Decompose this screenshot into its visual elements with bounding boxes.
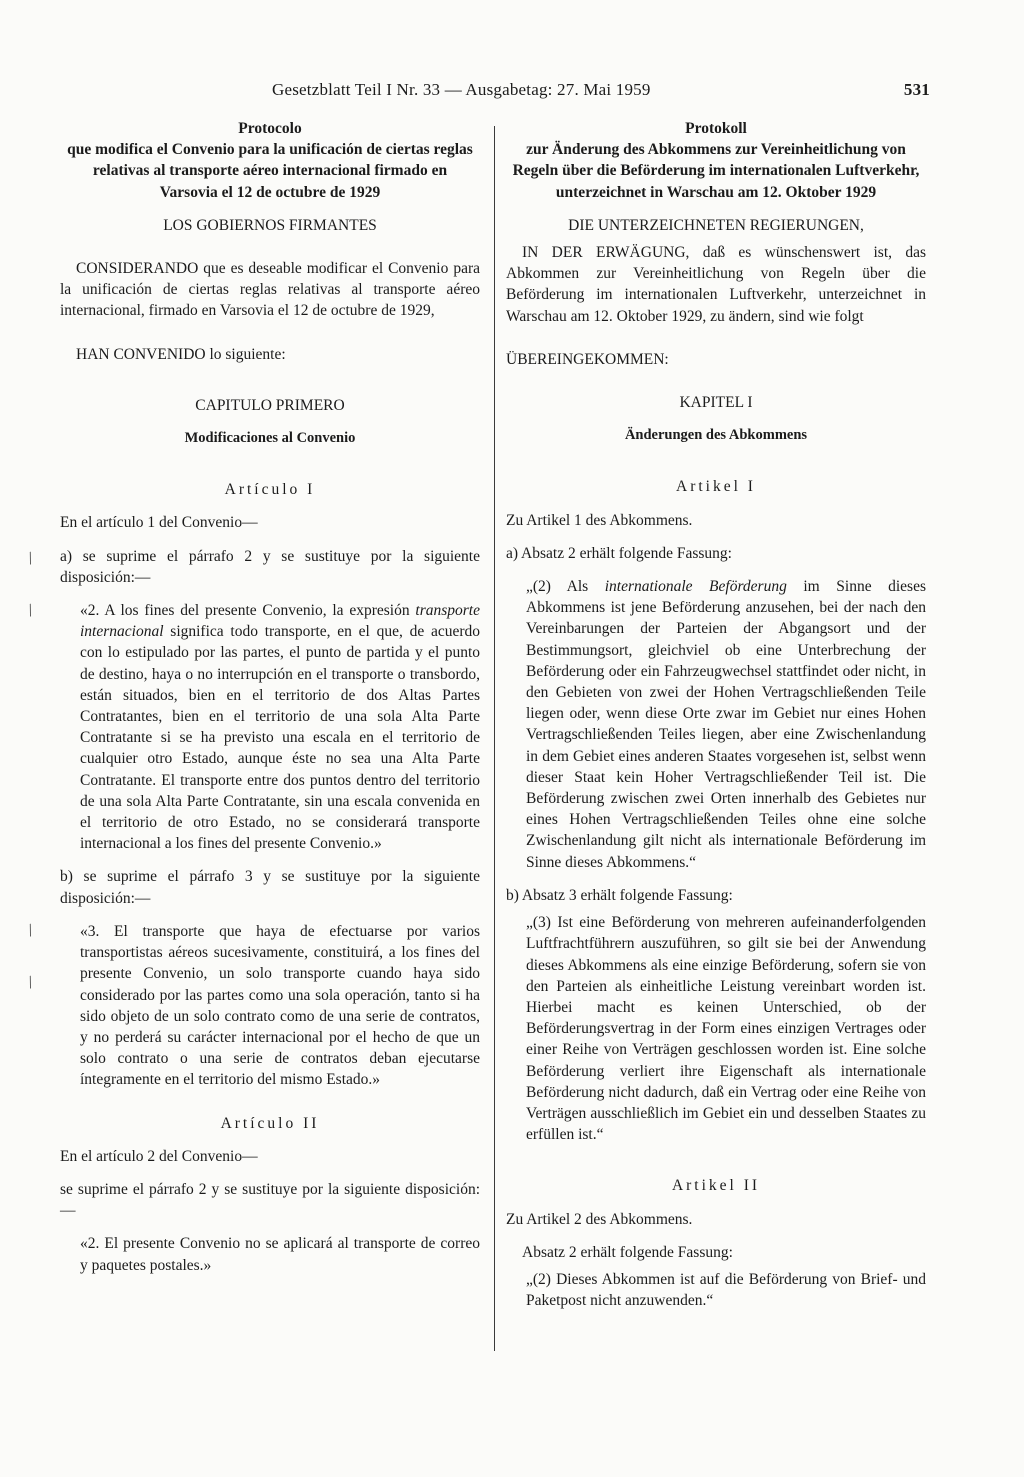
agreed-line: ÜBEREINGEKOMMEN: bbox=[506, 350, 669, 368]
margin-tick-mark: / bbox=[24, 971, 37, 993]
article-1-heading: Artículo I bbox=[224, 481, 316, 499]
article-1-b: b) se suprime el párrafo 3 y se sustituye por la siguiente disposición:— bbox=[60, 868, 480, 907]
german-column bbox=[506, 118, 926, 1311]
agreed-line: HAN CONVENIDO lo siguiente: bbox=[76, 345, 286, 363]
article-1-b-quote: «3. El transporte que haya de efectuarse por varios transportistas aéreos sucesivamente, constituirá, a los fines del presente Convenio, un solo transporte cuando haya sido considerado por las partes como una sola operación, tanto si ha sido objeto de un solo contrato como de una serie de contratos, y no perderá su carácter internacional por el hecho de que un solo contrato o una serie de contratos deban ejecutarse íntegramente en el territorio del mismo Estado.» bbox=[80, 922, 480, 1089]
page-number: 531 bbox=[903, 80, 930, 99]
margin-tick-mark: / bbox=[24, 599, 37, 621]
article-1-b-quote: „(3) Ist eine Beförderung von mehreren aufeinanderfolgenden Luftfrachtführern auszuführen, so gilt sie bei der Anwendung dieses Abkommens als eine einzige Beförderung, sofern sie von den Parteien als einheitliche Leistung vereinbart worden ist. Hierbei macht es keinen Unterschied, ob der Beförderungsvertrag in der Form eines einzigen Vertrages oder einer Reihe von Verträgen geschlossen worden ist. Eine solche Beförderung verliert ihre Eigenschaft als internationale Beförderung nicht dadurch, daß ein Vertrag oder eine Reihe von Verträgen ausschließlich im Gebiet ein und desselben Staates zu erfüllen ist.“ bbox=[526, 914, 926, 1144]
article-2-heading: Artikel II bbox=[671, 1177, 761, 1195]
article-1-intro: En el artículo 1 del Convenio— bbox=[60, 514, 258, 532]
article-1-a: a) se suprime el párrafo 2 y se sustituye por la siguiente disposición:— bbox=[60, 547, 480, 586]
running-header bbox=[60, 80, 930, 104]
margin-tick-mark: / bbox=[24, 919, 37, 941]
article-2-a: se suprime el párrafo 2 y se sustituye por la siguiente disposición:— bbox=[60, 1180, 480, 1220]
parties-line: DIE UNTERZEICHNETEN REGIERUNGEN, bbox=[568, 216, 864, 234]
article-1-a-quote: „(2) Als internationale Beförderung im Sinne dieses Abkommens ist jene Beförderung anzusehen, bei der nach den Vereinbarungen der Parteien der Abgangsort und der Bestimmungsort, gleichviel ob eine Unterbrechung der Beförderung oder ein Fahrzeugwechsel stattfindet oder nicht, in den Gebieten von zwei der Hohen Vertragschließenden Teile liegen oder, wenn diese Orte zwar im Gebiet nur eines Hohen Vertragschließenden Teiles liegen, aber eine Zwischenlandung in dem Gebiet eines anderen Staates vorgesehen ist, selbst wenn dieser Staat kein Hoher Vertragschließender Teil ist. Die Beförderung zwischen zwei Orten innerhalb des Gebietes nur eines Hohen Vertragschließenden Teiles ohne eine solche Zwischenlandung gilt nicht als internationale Beförderung im Sinne dieses Abkommens.“ bbox=[526, 578, 926, 871]
chapter-heading: CAPITULO PRIMERO bbox=[195, 396, 345, 414]
chapter-title: Änderungen des Abkommens bbox=[624, 427, 808, 444]
protocol-heading: Protokoll bbox=[685, 120, 747, 137]
chapter-heading: KAPITEL I bbox=[679, 394, 753, 412]
article-2-a-quote: „(2) Dieses Abkommen ist auf die Beförderung von Brief- und Paketpost nicht anzuwenden.“ bbox=[526, 1270, 926, 1310]
article-2-heading: Artículo II bbox=[220, 1114, 320, 1132]
header-title: Gesetzblatt Teil I Nr. 33 — Ausgabetag: 27. Mai 1959 bbox=[272, 80, 651, 99]
article-1-heading: Artikel I bbox=[676, 478, 756, 496]
protocol-subheading: zur Änderung des Abkommens zur Vereinheitlichung von Regeln über die Beförderung im internationalen Luftverkehr, unterzeichnet in Warschau am 12. Oktober 1929 bbox=[512, 141, 920, 201]
article-2-a-quote: «2. El presente Convenio no se aplicará al transporte de correo y paquetes postales.» bbox=[80, 1235, 480, 1274]
article-2-a: Absatz 2 erhält folgende Fassung: bbox=[522, 1243, 733, 1261]
margin-tick-mark: / bbox=[24, 547, 37, 569]
article-2-intro: En el artículo 2 del Convenio— bbox=[60, 1147, 258, 1165]
article-1-a: a) Absatz 2 erhält folgende Fassung: bbox=[506, 544, 732, 562]
article-1-intro: Zu Artikel 1 des Abkommens. bbox=[506, 511, 693, 529]
parties-line: LOS GOBIERNOS FIRMANTES bbox=[163, 216, 377, 234]
column-divider bbox=[494, 126, 495, 1351]
article-2-intro: Zu Artikel 2 des Abkommens. bbox=[506, 1210, 693, 1228]
considering-paragraph: CONSIDERANDO que es deseable modificar el Convenio para la unificación de ciertas reglas relativas al transporte aéreo internacional, firmado en Varsovia el 12 de octubre de 1929, bbox=[60, 260, 480, 320]
protocol-heading: Protocolo bbox=[238, 120, 302, 137]
protocol-subheading: que modifica el Convenio para la unificación de ciertas reglas relativas al transporte aéreo internacional firmado en Varsovia el 12 de octubre de 1929 bbox=[67, 141, 473, 201]
article-1-b: b) Absatz 3 erhält folgende Fassung: bbox=[506, 886, 733, 904]
chapter-title: Modificaciones al Convenio bbox=[184, 430, 356, 447]
considering-paragraph: IN DER ERWÄGUNG, daß es wünschenswert ist, das Abkommen zur Vereinheitlichung von Regeln über die Beförderung im internationalen Luftverkehr, unterzeichnet in Warschau am 12. Oktober 1929, zu ändern, sind wie folgt bbox=[506, 244, 926, 325]
article-1-a-quote: «2. A los fines del presente Convenio, la expresión transporte internacional significa todo transporte, en el que, de acuerdo con lo estipulado por las partes, el punto de partida y el punto de destino, haya o no interrupción en el transporte o transbordo, están situados, bien en el territorio de dos Altas Partes Contratantes, bien en el territorio de una sola Alta Parte Contratante si se ha previsto una escala en el territorio de cualquier otro Estado, aunque éste no sea una Alta Parte Contratante. El transporte entre dos puntos dentro del territorio de una sola Alta Parte Contratante, sin una escala convenida en el territorio de otro Estado, no se considerará transporte internacional a los fines del presente Convenio.» bbox=[80, 602, 481, 853]
spanish-column bbox=[60, 118, 480, 1276]
